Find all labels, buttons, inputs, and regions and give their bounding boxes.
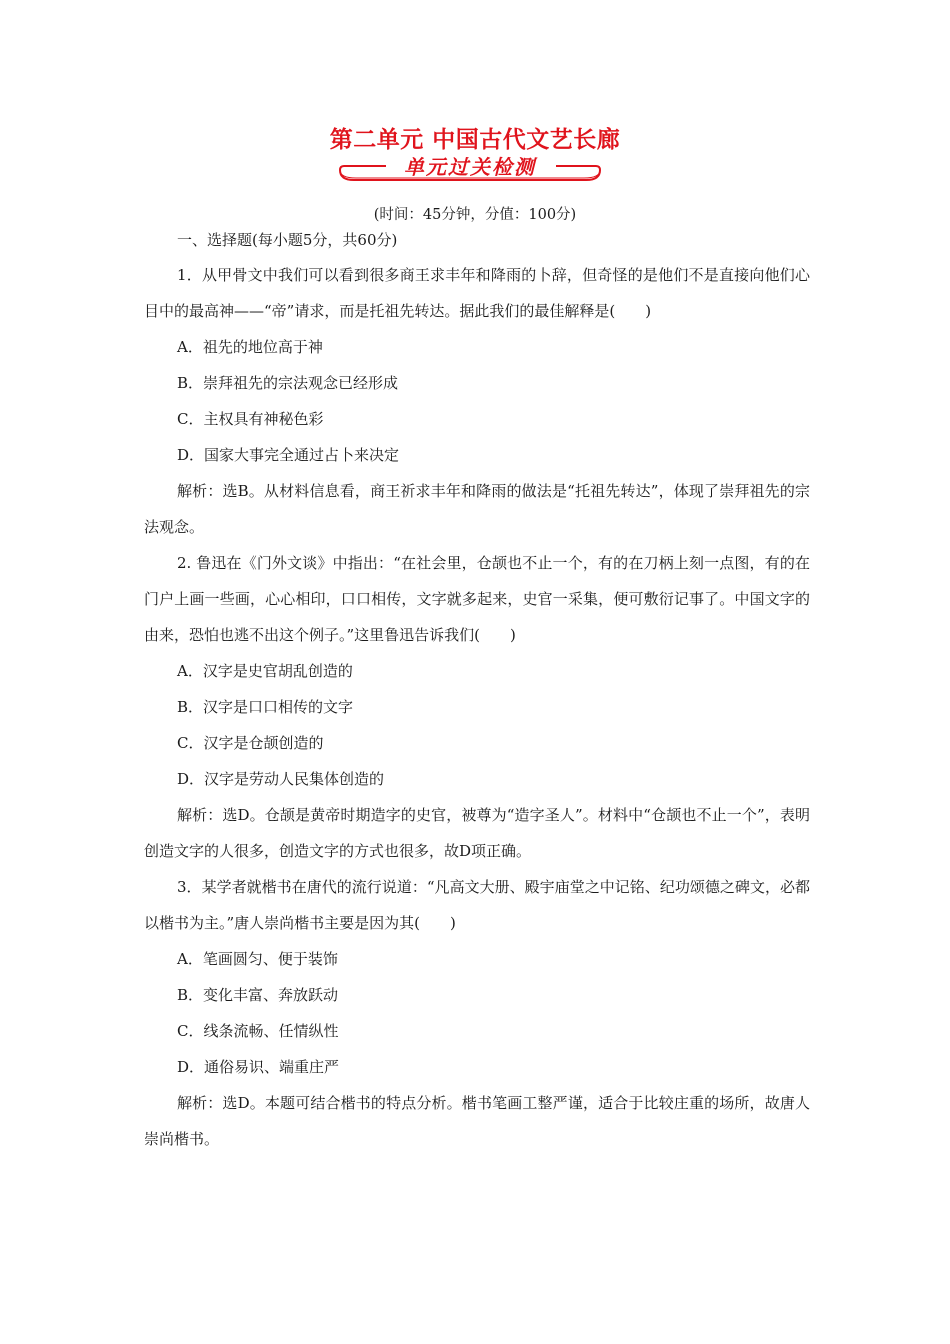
answer-analysis: 解析：选D。本题可结合楷书的特点分析。楷书笔画工整严谨，适合于比较庄重的场所，故唐人崇尚楷书。 [144,1094,810,1148]
section-heading: 一、选择题(每小题5分，共60分) [177,231,398,249]
answer-analysis: 解析：选B。从材料信息看，商王祈求丰年和降雨的做法是“托祖先转达”，体现了崇拜祖先的宗法观念。 [144,482,810,536]
question-content [144,225,810,1157]
option-c: C．线条流畅、任情纵性 [177,1022,339,1040]
option-b: B．汉字是口口相传的文字 [177,698,354,716]
option-c: C．汉字是仓颉创造的 [177,734,324,752]
option-a: A．祖先的地位高于神 [177,338,323,356]
option-list [144,653,810,797]
option-d: D．国家大事完全通过占卜来决定 [177,446,400,464]
option-list [144,329,810,473]
question-stem: 1．从甲骨文中我们可以看到很多商王求丰年和降雨的卜辞，但奇怪的是他们不是直接向他们心目中的最高神——“帝”请求，而是托祖先转达。据此我们的最佳解释是( ) [144,266,810,320]
option-a: A．笔画圆匀、便于装饰 [177,950,338,968]
option-b: B．崇拜祖先的宗法观念已经形成 [177,374,399,392]
option-d: D．通俗易识、端重庄严 [177,1058,340,1076]
question-1 [144,257,810,545]
banner-label: 单元过关检测 [404,155,536,179]
option-b: B．变化丰富、奔放跃动 [177,986,339,1004]
test-time-and-score: (时间：45分钟，分值：100分) [373,207,577,223]
question-3 [144,869,810,1157]
question-stem: 2. 鲁迅在《门外文谈》中指出：“在社会里，仓颉也不止一个，有的在刀柄上刻一点图，有的在门户上画一些画，心心相印，口口相传，文字就多起来，史官一采集，便可敷衍记事了。中国文字的由来，恐怕也逃不出这个例子。”这里鲁迅告诉我们( ) [144,554,810,644]
option-list [144,941,810,1085]
option-a: A．汉字是史官胡乱创造的 [177,662,353,680]
unit-test-banner [338,149,602,183]
question-stem: 3．某学者就楷书在唐代的流行说道：“凡高文大册、殿宇庙堂之中记铭、纪功颂德之碑文，必都以楷书为主。”唐人崇尚楷书主要是因为其( ) [144,878,810,932]
question-2 [144,545,810,869]
option-c: C．主权具有神秘色彩 [177,410,324,428]
unit-title: 第二单元 中国古代文艺长廊 [329,127,621,153]
option-d: D．汉字是劳动人民集体创造的 [177,770,385,788]
answer-analysis: 解析：选D。仓颉是黄帝时期造字的史官，被尊为“造字圣人”。材料中“仓颉也不止一个”，表明创造文字的人很多，创造文字的方式也很多，故D项正确。 [144,806,810,860]
